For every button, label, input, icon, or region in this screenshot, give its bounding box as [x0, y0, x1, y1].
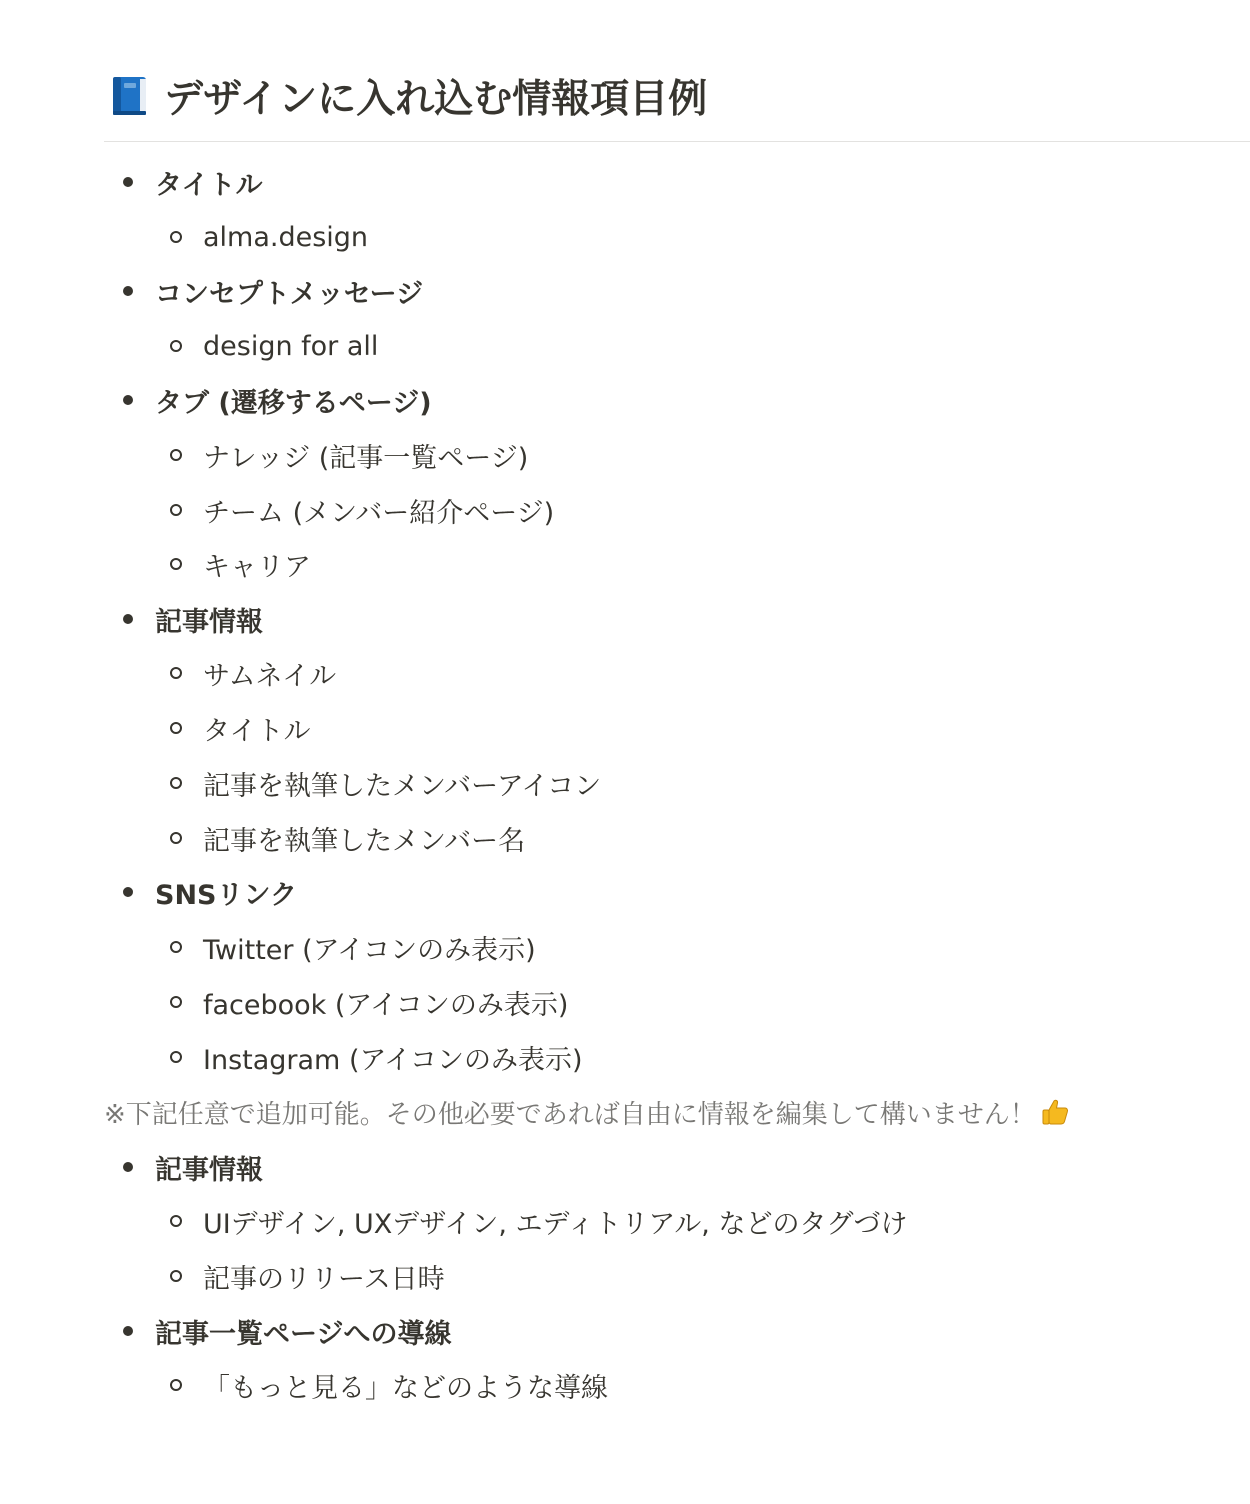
note-text: ※下記任意で追加可能。その他必要であれば自由に情報を編集して構いません！: [104, 1099, 1036, 1130]
bullet-circle-icon: [170, 1270, 182, 1282]
heading-divider: [104, 141, 1250, 142]
bullet-disc-icon: [123, 286, 133, 296]
bullet-circle-icon: [170, 340, 182, 352]
blue-book-icon: [110, 75, 150, 117]
bullet-disc-icon: [123, 395, 133, 405]
bullet-circle-icon: [170, 996, 182, 1008]
bullet-circle-icon: [170, 504, 182, 516]
bullet-circle-icon: [170, 1051, 182, 1063]
bullet-circle-icon: [170, 941, 182, 953]
bullet-disc-icon: [123, 177, 133, 187]
bullet-circle-icon: [170, 832, 182, 844]
page-heading: [104, 68, 707, 124]
bullet-circle-icon: [170, 558, 182, 570]
bullet-circle-icon: [170, 1379, 182, 1391]
thumbs-up-icon: [1040, 1097, 1070, 1127]
bullet-disc-icon: [123, 1162, 133, 1172]
bullet-disc-icon: [123, 887, 133, 897]
page-title: デザインに入れ込む情報項目例: [164, 77, 708, 122]
bullet-circle-icon: [170, 777, 182, 789]
bullet-circle-icon: [170, 449, 182, 461]
optional-note: [104, 1092, 1070, 1132]
bullet-disc-icon: [123, 1326, 133, 1336]
bullet-circle-icon: [170, 231, 182, 243]
bullet-disc-icon: [123, 614, 133, 624]
bullet-circle-icon: [170, 667, 182, 679]
bullet-circle-icon: [170, 1215, 182, 1227]
bullet-circle-icon: [170, 722, 182, 734]
